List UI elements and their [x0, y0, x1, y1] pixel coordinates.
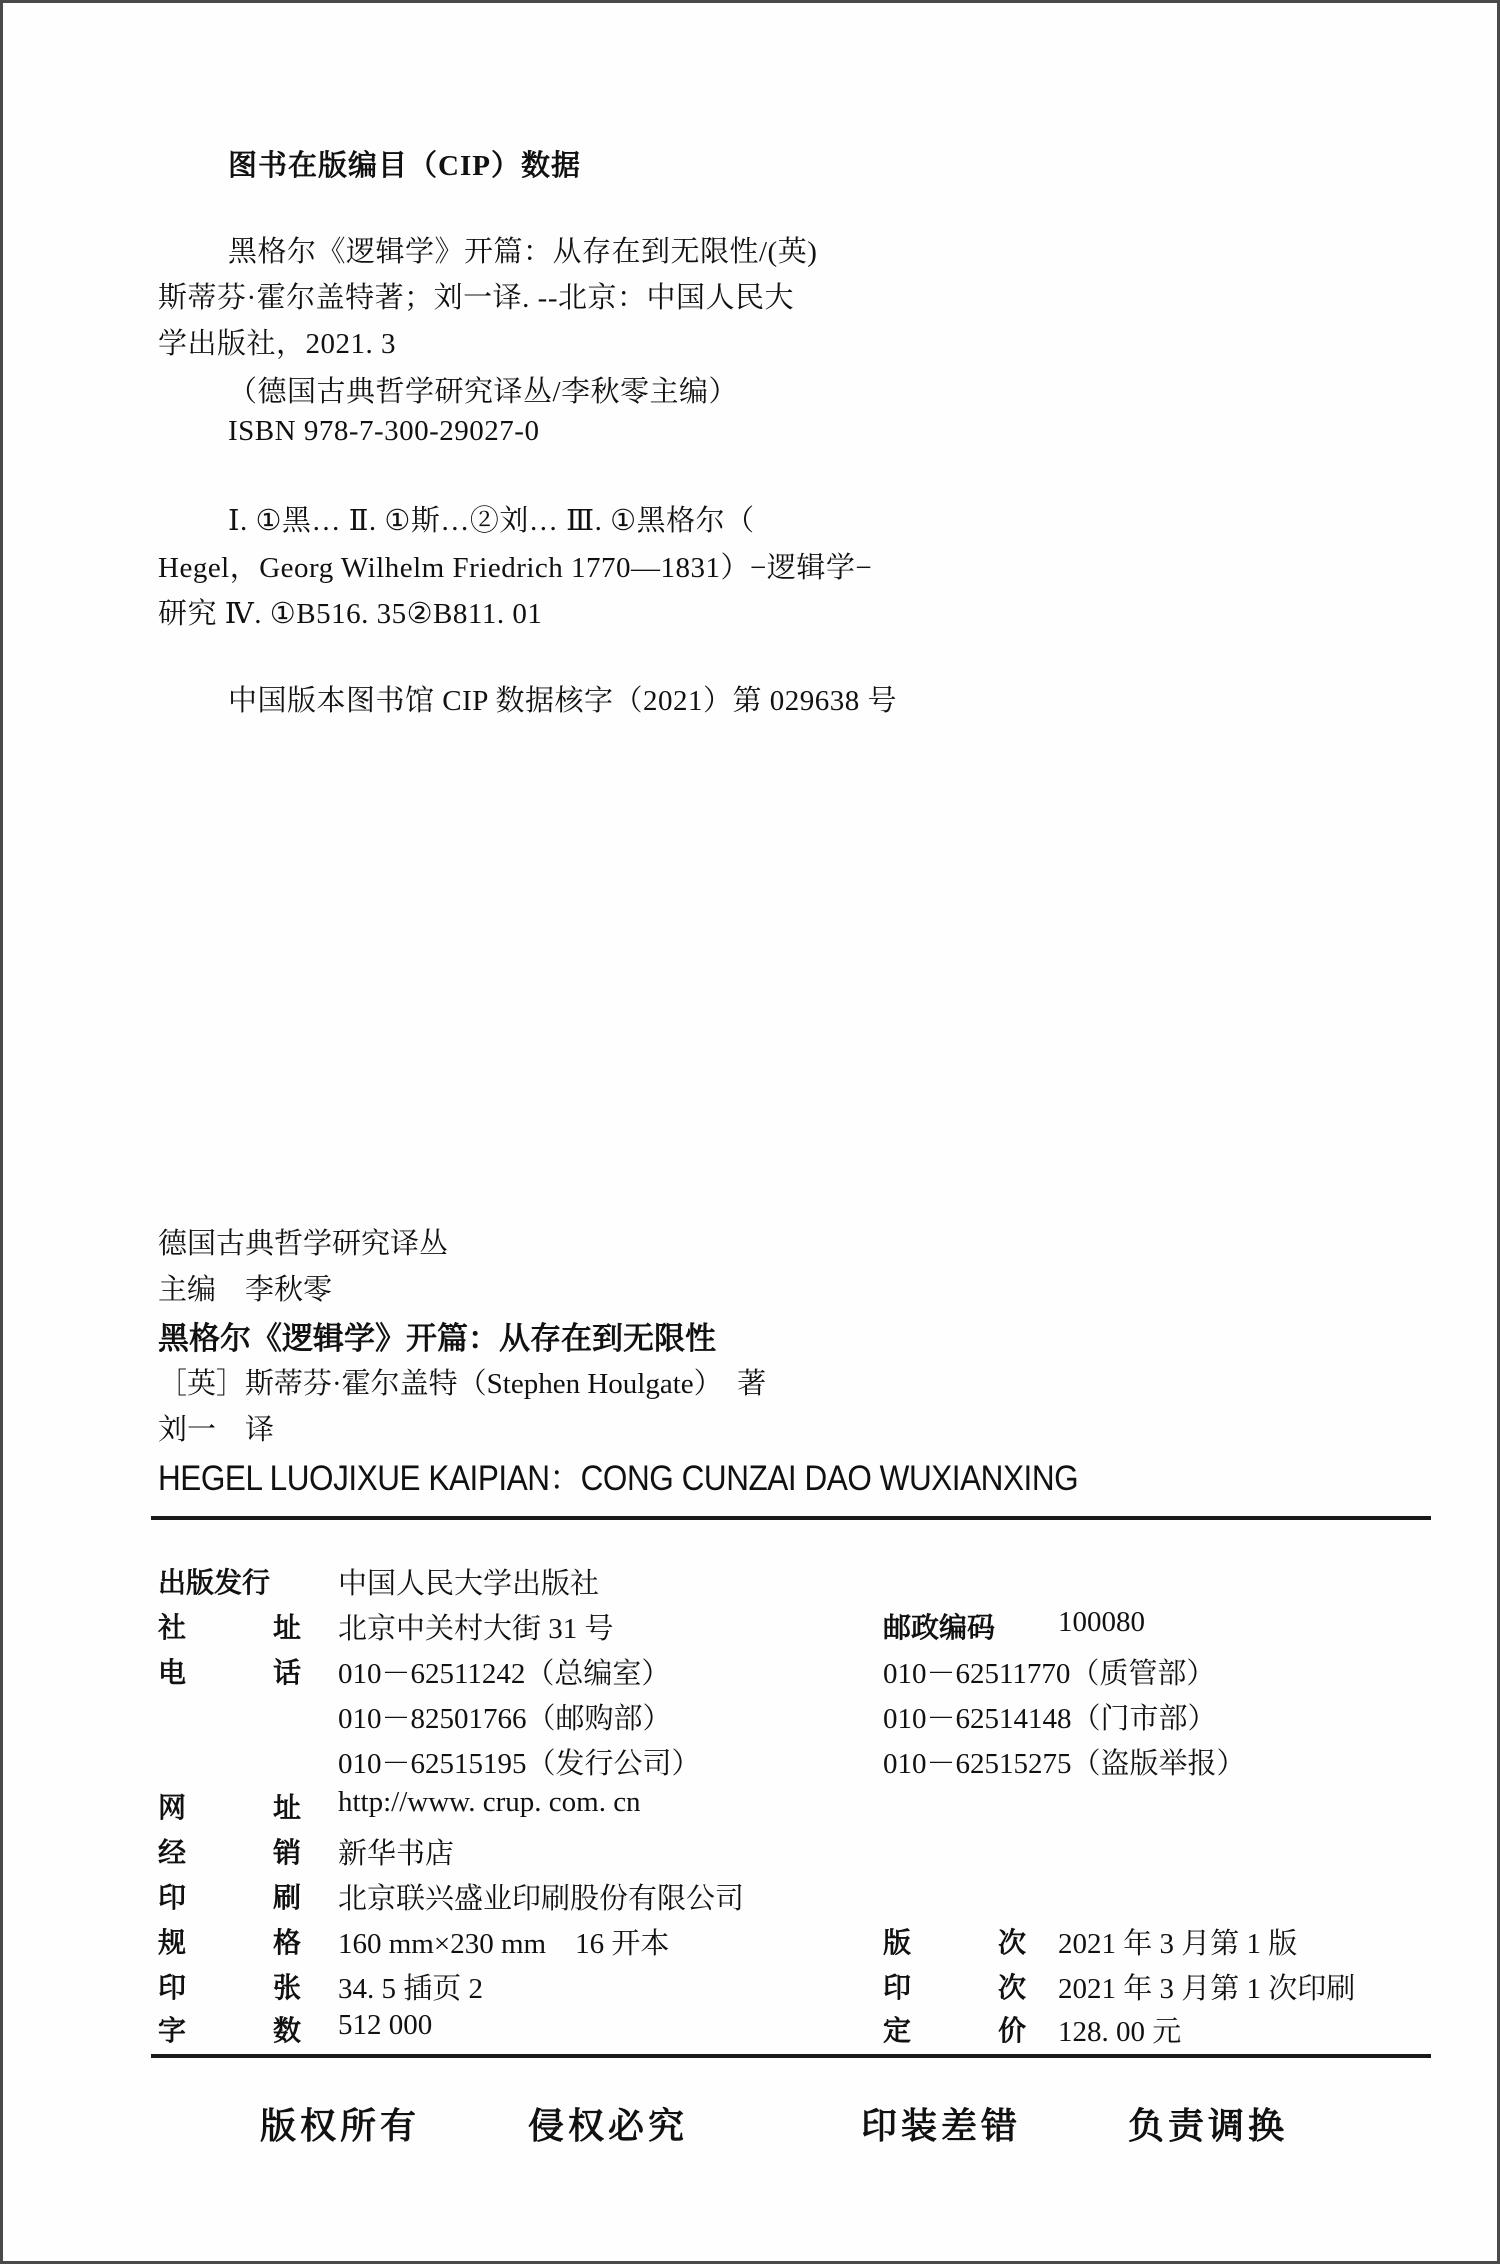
notice-copyright: 版权所有 [260, 2106, 421, 2147]
cip-heading: 图书在版编目（CIP）数据 [228, 150, 581, 182]
info-value: 160 mm×230 mm 16 开本 [338, 1928, 670, 1960]
info-value-postcode: 100080 [1058, 1606, 1145, 1638]
phone-number: 010－62514148（门市部） [883, 1703, 1217, 1735]
info-value: 512 000 [338, 2009, 433, 2041]
book-pinyin-title: HEGEL LUOJIXUE KAIPIAN：CONG CUNZAI DAO WUXIANXING [158, 1459, 1079, 1498]
cip-subject-line: Hegel，Georg Wilhelm Friedrich 1770—1831）−逻辑学− [158, 552, 873, 584]
cip-subject-line: Ⅰ. ①黑… Ⅱ. ①斯…②刘… Ⅲ. ①黑格尔（ [228, 505, 755, 537]
book-title: 黑格尔《逻辑学》开篇：从存在到无限性 [158, 1321, 716, 1356]
book-author: ［英］斯蒂芬·霍尔盖特（Stephen Houlgate） 著 [158, 1368, 767, 1400]
cip-classification: 研究 Ⅳ. ①B516. 35②B811. 01 [158, 598, 543, 630]
notice-replacement: 负责调换 [1128, 2106, 1289, 2147]
cip-line: （德国古典哲学研究译丛/李秋零主编） [228, 376, 739, 408]
notice-infringement: 侵权必究 [528, 2106, 689, 2147]
info-label: 出版发行 [158, 1566, 271, 1599]
phone-number: 010－62511770（质管部） [883, 1658, 1216, 1690]
cip-isbn: ISBN 978-7-300-29027-0 [228, 415, 540, 447]
copyright-page: 图书在版编目（CIP）数据 黑格尔《逻辑学》开篇：从存在到无限性/(英) 斯蒂芬·霍尔盖特著；刘一译. --北京：中国人民大 学出版社，2021. 3 （德国古典哲学研究译丛/李秋零主编） ISBN 978-7-300-29027-0 Ⅰ. ①黑… Ⅱ. ①斯…②刘… Ⅲ. ①黑格尔（ Hegel，Georg Wilhelm Friedrich 1770—1831）−逻辑学− 研究 Ⅳ. ①B516. 35②B811. 01 中国版本图书馆 CIP 数据核字（2021）第 029638 号 德国古典哲学研究译丛 主编 李秋零 黑格尔《逻辑学》开篇：从存在到无限性 ［英］斯蒂芬·霍尔盖特（Stephen Houlgate） 著 刘一 译 HEGEL LUOJIXUE KAIPIAN：CONG CUNZAI DAO WUXIANXING 出版发行 中国人民大学出版社 社 址 北京中关村大街 31 号 邮政编码 100080 电 话 010－62511242（总编室） 010－62511770（质管部） 010－82501766（邮购部） 010－62514148（门市部） 010－62515195（发行公司） 010－62515275（盗版举报） 网 址 http://www. crup. com. cn 经 销 新华书店 印 刷 北京联兴盛业印刷股份有限公司 规 格 160 mm×230 mm 16 开本 版 次 2021 年 3 月第 1 版 印 张 34. 5 插页 2 印 次 2021 年 3 月第 1 次印刷 字 数 512 000 定 价 128. 00 元 版权所有 侵权必究 印装差错 负责调换 [0, 0, 1500, 2264]
phone-number: 010－62511242（总编室） [338, 1658, 671, 1690]
phone-number: 010－62515275（盗版举报） [883, 1748, 1246, 1780]
cip-record-number: 中国版本图书馆 CIP 数据核字（2021）第 029638 号 [228, 685, 898, 717]
phone-number: 010－82501766（邮购部） [338, 1703, 672, 1735]
info-value-edition: 2021 年 3 月第 1 版 [1058, 1928, 1298, 1960]
phone-number: 010－62515195（发行公司） [338, 1748, 701, 1780]
series-name: 德国古典哲学研究译丛 [158, 1228, 449, 1260]
divider-bottom [151, 2054, 1431, 2058]
info-value-impression: 2021 年 3 月第 1 次印刷 [1058, 1973, 1356, 2005]
cip-line: 黑格尔《逻辑学》开篇：从存在到无限性/(英) [228, 236, 818, 268]
divider-top [151, 1516, 1431, 1520]
info-value: 中国人民大学出版社 [338, 1568, 600, 1600]
website-link[interactable]: http://www. crup. com. cn [338, 1786, 641, 1818]
info-value: 北京中关村大街 31 号 [338, 1613, 614, 1645]
info-value: 北京联兴盛业印刷股份有限公司 [338, 1883, 745, 1915]
info-value-price: 128. 00 元 [1058, 2016, 1182, 2048]
cip-line: 学出版社，2021. 3 [158, 328, 397, 360]
info-value: 新华书店 [338, 1838, 455, 1870]
series-editor: 主编 李秋零 [158, 1274, 333, 1306]
book-translator: 刘一 译 [158, 1414, 275, 1446]
info-label-postcode: 邮政编码 [883, 1611, 996, 1644]
info-value: 34. 5 插页 2 [338, 1973, 484, 2005]
cip-line: 斯蒂芬·霍尔盖特著；刘一译. --北京：中国人民大 [158, 282, 794, 314]
notice-print-error: 印装差错 [861, 2106, 1022, 2147]
